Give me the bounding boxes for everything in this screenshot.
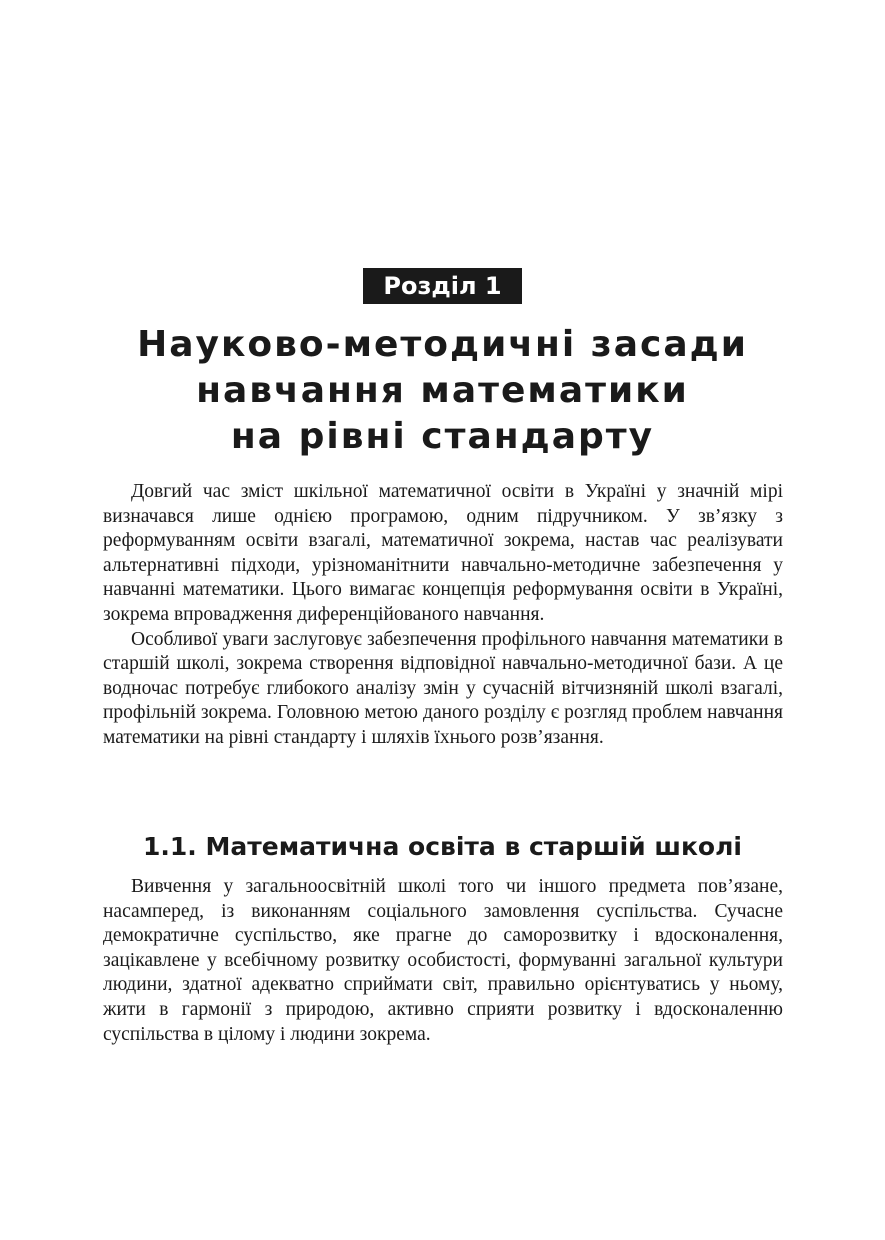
chapter-title-line: на рівні стандарту: [230, 416, 655, 457]
chapter-title-line: Науково-методичні засади: [137, 324, 748, 365]
chapter-title-line: навчання математики: [196, 370, 689, 411]
chapter-label: Розділ 1: [363, 268, 521, 304]
intro-paragraph: Довгий час зміст шкільної математичної освіти в Україні у значній мірі визначався лише однією програмою, одним підручником. У зв’язку з реформуванням освіти взагалі, математичної зокрема, настав час реалізувати альтернативні підходи, урізноманітнити навчально-методичне забезпечення у навчанні математики. Цього вимагає концепція реформування освіти в Україні, зокрема впровадження диференційованого навчання.: [103, 481, 783, 625]
section-paragraph: Вивчення у загальноосвітній школі того чи іншого предмета пов’язане, насамперед, із виконанням соціального замовлення суспільства. Сучасне демократичне суспільство, яке прагне до саморозвитку і вдосконалення, зацікавлене у всебічному розвитку особистості, формуванні загальної культури людини, здатної адекватно сприймати світ, правильно орієнтуватись у ньому, жити в гармонії з природою, активно сприяти розвитку і вдосконаленню суспільства в цілому і людини зокрема.: [103, 876, 783, 1045]
section-heading: 1.1. Математична освіта в старшій школі: [143, 832, 742, 861]
section-text: [103, 875, 783, 1047]
chapter-label-container: [0, 268, 885, 304]
intro-text: [103, 480, 783, 751]
chapter-title: [60, 322, 825, 460]
intro-paragraph: Особливої уваги заслуговує забезпечення профільного навчання математики в старшій школі, зокрема створення відповідної навчально-методичної бази. А це водночас потребує глибокого аналізу змін у сучасній вітчизняній школі взагалі, профільній зокрема. Головною метою даного розділу є розгляд проблем навчання математики на рівні стандарту і шляхів їхнього розв’язання.: [103, 628, 783, 748]
